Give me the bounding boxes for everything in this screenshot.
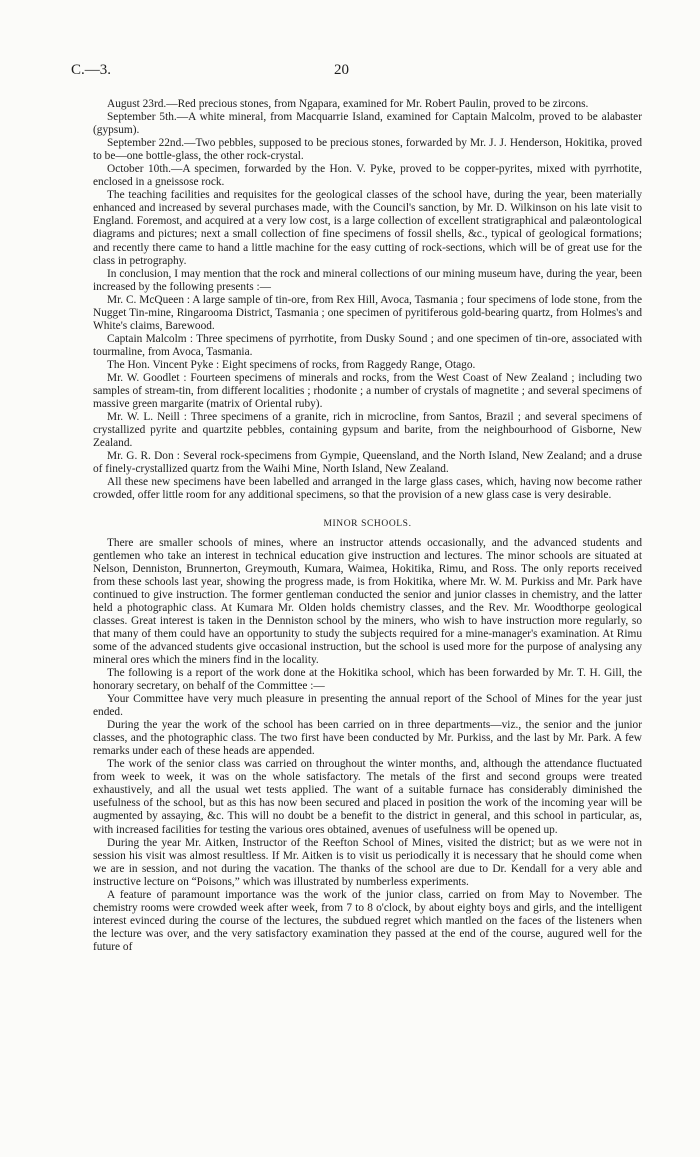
- paragraph-neill: Mr. W. L. Neill : Three specimens of a granite, rich in microcline, from Santos, Brazil ; and several specimens of crystallized pyrite and quartzite pebbles, containing gypsum and barite, from the neighbourhood of Gisborne, New Zealand.: [93, 411, 642, 450]
- page-number: 20: [334, 62, 349, 78]
- paragraph-senior-class: The work of the senior class was carried on throughout the winter months, and, although the attendance fluctuated from week to week, it was on the whole satisfactory. The metals of the first and second groups were treated exhaustively, and all the usual wet tests applied. The want of a suitable furnace has considerably diminished the usefulness of the school, but as this has now been secured and placed in position the work of the incoming year will be augmented by assaying, &c. This will no doubt be a benefit to the district in general, and this school in particular, as, with increased facilities for testing the various ores obtained, avenues of usefulness will be opened up.: [93, 758, 642, 836]
- paragraph-hokitika-report-intro: The following is a report of the work done at the Hokitika school, which has been forwarded by Mr. T. H. Gill, the honorary secretary, on behalf of the Committee :—: [93, 666, 642, 693]
- paragraph-goodlet: Mr. W. Goodlet : Fourteen specimens of minerals and rocks, from the West Coast of New Zealand ; including two samples of stream-tin, from different localities ; rhodonite ; a number of crystals of magnetite ; and several specimens of massive green margarite (matrix of Oriental ruby).: [93, 371, 642, 411]
- page-header: [71, 62, 644, 84]
- paragraph-don: Mr. G. R. Don : Several rock-specimens from Gympie, Queensland, and the North Island, New Zealand; and a druse of finely-crystallized quartz from the Waihi Mine, North Island, New Zealand.: [93, 450, 642, 476]
- paragraph-committee: Your Committee have very much pleasure in presenting the annual report of the School of Mines for the year just ended.: [93, 693, 642, 719]
- paragraph-conclusion: In conclusion, I may mention that the rock and mineral collections of our mining museum have, during the year, been increased by the following presents :—: [93, 267, 642, 293]
- paragraph-alabaster: September 5th.—A white mineral, from Macquarrie Island, examined for Captain Malcolm, proved to be alabaster (gypsum).: [93, 111, 642, 137]
- paragraph-teaching-facilities: The teaching facilities and requisites for the geological classes of the school have, during the year, been materially enhanced and increased by several purchases made, with the Council's sanction, by Mr. D. Wilkinson on his late visit to England. Foremost, and acquired at a very low cost, is a large collection of excellent stratigraphical and palæontological diagrams and pictures; next a small collection of fine specimens of fossil shells, &c., typical of geological formations; and recently there came to hand a little machine for the easy cutting of rock-sections, which will be of great use for the class in petrography.: [93, 189, 642, 267]
- paragraph-pyke: The Hon. Vincent Pyke : Eight specimens of rocks, from Raggedy Range, Otago.: [107, 358, 476, 371]
- paragraph-copper-pyrites: October 10th.—A specimen, forwarded by the Hon. V. Pyke, proved to be copper-pyrites, mixed with pyrrhotite, enclosed in a gneissose rock.: [93, 163, 642, 189]
- paragraph-mcqueen: Mr. C. McQueen : A large sample of tin-ore, from Rex Hill, Avoca, Tasmania ; four specimens of lode stone, from the Nugget Tin-mine, Ringarooma District, Tasmania ; one specimen of pyritiferous gold-bearing quartz, from Holmes's and White's claims, Barewood.: [93, 293, 642, 332]
- paragraph-junior-class: A feature of paramount importance was the work of the junior class, carried on from May to November. The chemistry rooms were crowded week after week, from 7 to 8 o'clock, by about eighty boys and girls, and the intelligent interest evinced during the course of the lectures, the subdued regret which mantled on the faces of the listeners when the lecture was over, and the very satisfactory examination they passed at the end of the course, augured well for the future of: [93, 888, 642, 953]
- document-body: [93, 98, 642, 954]
- document-reference: C.—3.: [71, 62, 112, 78]
- paragraph-departments: During the year the work of the school has been carried on in three departments—viz., the senior and the junior classes, and the photographic class. The two first have been conducted by Mr. Purkiss, and the last by Mr. Park. A few remarks under each of these heads are appended.: [93, 719, 642, 758]
- paragraph-malcolm: Captain Malcolm : Three specimens of pyrrhotite, from Dusky Sound ; and one specimen of tin-ore, associated with tourmaline, from Avoca, Tasmania.: [93, 332, 642, 358]
- paragraph-zircons: August 23rd.—Red precious stones, from Ngapara, examined for Mr. Robert Paulin, proved to be zircons.: [107, 98, 589, 110]
- paragraph-pebbles: September 22nd.—Two pebbles, supposed to be precious stones, forwarded by Mr. J. J. Henderson, Hokitika, proved to be—one bottle-glass, the other rock-crystal.: [93, 137, 642, 163]
- section-heading-minor-schools: MINOR SCHOOLS.: [323, 519, 412, 530]
- paragraph-new-specimens: All these new specimens have been labelled and arranged in the large glass cases, which, having now become rather crowded, offer little room for any additional specimens, so that the provision of a new glass case is very desirable.: [93, 476, 642, 502]
- paragraph-minor-schools: There are smaller schools of mines, where an instructor attends occasionally, and the advanced students and gentlemen who take an interest in technical education give instruction and lectures. The minor schools are situated at Nelson, Denniston, Brunnerton, Greymouth, Kumara, Waimea, Hokitika, Rimu, and Ross. The only reports received from these schools last year, showing the progress made, is from Hokitika, where Mr. W. M. Purkiss and Mr. Park have continued to give instruction. The former gentleman conducted the senior and junior classes in chemistry, and the latter held a photographic class. At Kumara Mr. Olden holds chemistry classes, and the Rev. Mr. Woodthorpe geological classes. Great interest is taken in the Denniston school by the miners, who wish to have instruction more regularly, so that many of them could have an opportunity to study the subjects required for a mine-manager's examination. At Rimu some of the advanced students give occasional instruction, but the school is used more for the purpose of analysing any mineral ores which the miners find in the locality.: [93, 536, 642, 666]
- paragraph-aitken-visit: During the year Mr. Aitken, Instructor of the Reefton School of Mines, visited the district; but as we were not in session his visit was almost resultless. If Mr. Aitken is to visit us periodically it is necessary that he should come when we are in session, and not during the vacation. The thanks of the school are due to Dr. Kendall for a very able and instructive lecture on “Poisons,” which was illustrated by numberless experiments.: [93, 836, 642, 888]
